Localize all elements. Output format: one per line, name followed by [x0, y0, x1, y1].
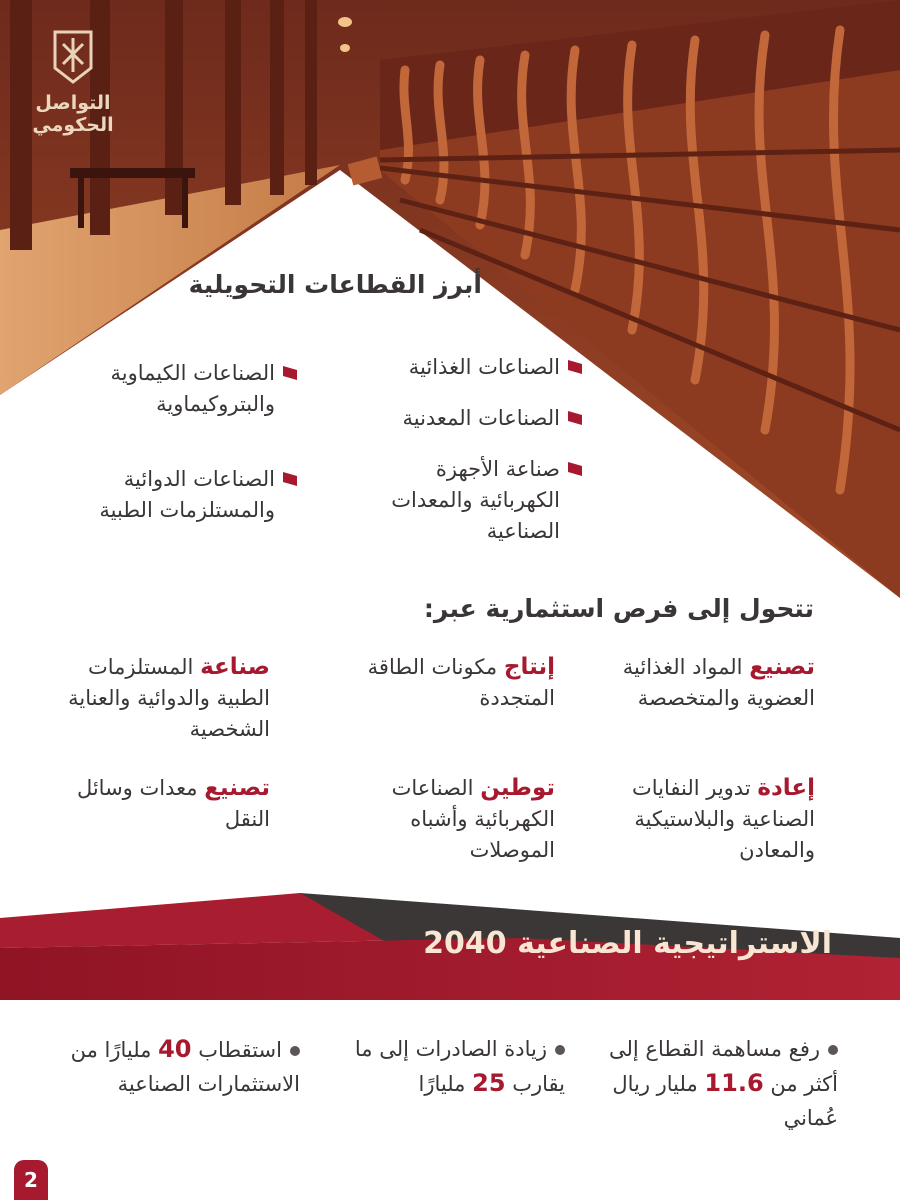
sectors-left-list	[67, 358, 297, 526]
dot-bullet-icon	[828, 1045, 838, 1055]
dot-bullet-icon	[290, 1046, 300, 1056]
opportunity-item: تصنيع المواد الغذائية العضوية والمتخصصة	[622, 654, 815, 710]
sector-item: الصناعات المعدنية	[352, 403, 582, 434]
flag-bullet-icon	[568, 360, 582, 374]
page-number-badge: 2	[14, 1160, 48, 1200]
opportunity-item: إنتاج مكونات الطاقة المتجددة	[367, 654, 555, 710]
logo-text-line2: الحكومي	[32, 114, 114, 136]
strategy-stat: استقطاب 40 مليارًا من الاستثمارات الصناعية	[70, 1035, 300, 1096]
sectors-title: أبرز القطاعات التحويلية	[188, 270, 482, 299]
opportunities-title: تتحول إلى فرص استثمارية عبر:	[423, 594, 814, 623]
flag-bullet-icon	[283, 366, 297, 380]
strategy-stat: زيادة الصادرات إلى ما يقارب 25 مليارًا	[354, 1037, 565, 1097]
sector-item: الصناعات الكيماوية والبتروكيماوية	[67, 358, 297, 420]
sectors-right-list	[352, 352, 582, 547]
dot-bullet-icon	[555, 1045, 565, 1055]
flag-bullet-icon	[283, 472, 297, 486]
opportunity-item: تصنيع معدات وسائل النقل	[76, 775, 270, 831]
logo-text-line1: التواصل	[35, 92, 111, 114]
flag-bullet-icon	[568, 462, 582, 476]
sector-item: الصناعات الغذائية	[352, 352, 582, 383]
strategy-stat: رفع مساهمة القطاع إلى أكثر من 11.6 مليار ريال عُماني	[609, 1037, 838, 1130]
opportunity-item: صناعة المستلزمات الطبية والدوائية والعناية الشخصية	[68, 654, 270, 741]
flag-bullet-icon	[568, 411, 582, 425]
oman-emblem-icon	[49, 28, 97, 86]
sector-item: صناعة الأجهزة الكهربائية والمعدات الصناعية	[352, 454, 582, 547]
strategy-title: الاستراتيجية الصناعية 2040	[423, 926, 832, 961]
opportunity-item: توطين الصناعات الكهربائية وأشباه الموصلات	[391, 775, 555, 862]
sector-item: الصناعات الدوائية والمستلزمات الطبية	[67, 464, 297, 526]
government-communication-logo	[18, 28, 128, 136]
opportunity-item: إعادة تدوير النفايات الصناعية والبلاستيكية والمعادن	[631, 775, 815, 862]
